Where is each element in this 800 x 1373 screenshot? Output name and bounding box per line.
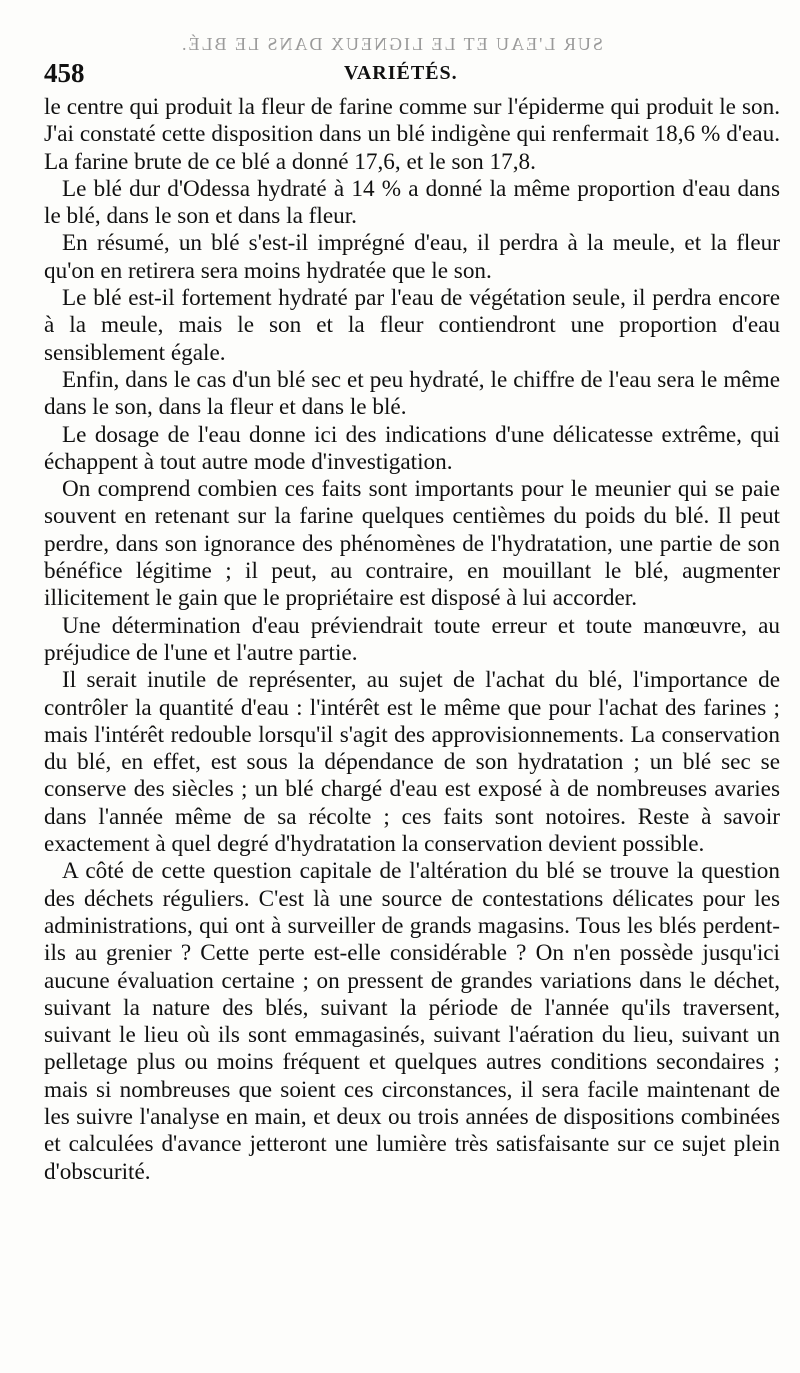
page-number: 458 [44, 58, 85, 88]
paragraph-2: Le blé dur d'Odessa hydraté à 14 % a donné la même proportion d'eau dans le blé, dans le son et dans la fleur. [44, 175, 780, 230]
running-title: VARIÉTÉS. [344, 62, 458, 84]
paragraph-3: En résumé, un blé s'est-il imprégné d'eau, il perdra à la meule, et la fleur qu'on en retirera sera moins hydratée que le son. [44, 230, 780, 284]
paragraph-8: Une détermination d'eau préviendrait toute erreur et toute manœuvre, au préjudice de l'une et l'autre partie. [44, 612, 780, 666]
paragraph-1: le centre qui produit la fleur de farine comme sur l'épiderme qui produit le son. J'ai constaté cette disposition dans un blé indigène qui renfermait 18,6 % d'eau. La farine brute de ce blé a donné 17,6, et le son 17,8. [44, 94, 780, 175]
page-header [44, 58, 780, 94]
paragraph-7: On comprend combien ces faits sont importants pour le meunier qui se paie souvent en retenant sur la farine quelques centièmes du poids du blé. Il peut perdre, dans son ignorance des phénomènes de l'hydratation, une partie de son bénéfice légitime ; il peut, au contraire, en mouillant le blé, augmenter illicitement le gain que le propriétaire est disposé à lui accorder. [44, 476, 780, 612]
paragraph-6: Le dosage de l'eau donne ici des indications d'une délicatesse extrême, qui échappent à tout autre mode d'investigation. [44, 421, 780, 475]
paragraph-10: A côté de cette question capitale de l'altération du blé se trouve la question des déchets réguliers. C'est là une source de contestations délicates pour les administrations, qui ont à surveiller de grands magasins. Tous les blés perdent-ils au grenier ? Cette perte est-elle considérable ? On n'en possède jusqu'ici aucune évaluation certaine ; on pressent de grandes variations dans le déchet, suivant la nature des blés, suivant la période de l'année qu'ils traversent, suivant le lieu où ils sont emmagasinés, suivant l'aération du lieu, suivant un pelletage plus ou moins fréquent et quelques autres conditions secondaires ; mais si nombreuses que soient ces circonstances, il sera facile maintenant de les suivre l'analyse en main, et deux ou trois années de dispositions combinées et calculées d'avance jetteront une lumière très satisfaisante sur ce sujet plein d'obscurité. [44, 858, 780, 1185]
paragraph-9: Il serait inutile de représenter, au sujet de l'achat du blé, l'importance de contrôler la quantité d'eau : l'intérêt est le même que pour l'achat des farines ; mais l'intérêt redouble lorsqu'il s'agit des approvisionnements. La conservation du blé, en effet, est sous la dépendance de son hydratation ; un blé sec se conserve des siècles ; un blé chargé d'eau est exposé à de nombreuses avaries dans l'année même de sa récolte ; ces faits sont notoires. Reste à savoir exactement à quel degré d'hydratation la conservation devient possible. [44, 667, 780, 858]
body-text [44, 94, 780, 1186]
paragraph-4: Le blé est-il fortement hydraté par l'eau de végétation seule, il perdra encore à la meule, mais le son et la fleur contiendront une proportion d'eau sensiblement égale. [44, 285, 780, 366]
paragraph-5: Enfin, dans le cas d'un blé sec et peu hydraté, le chiffre de l'eau sera le même dans le son, dans la fleur et dans le blé. [44, 366, 780, 421]
bleed-through-text: SUR L'EAU ET LE LIGNEUX DANS LE BLÉ. [180, 34, 603, 54]
